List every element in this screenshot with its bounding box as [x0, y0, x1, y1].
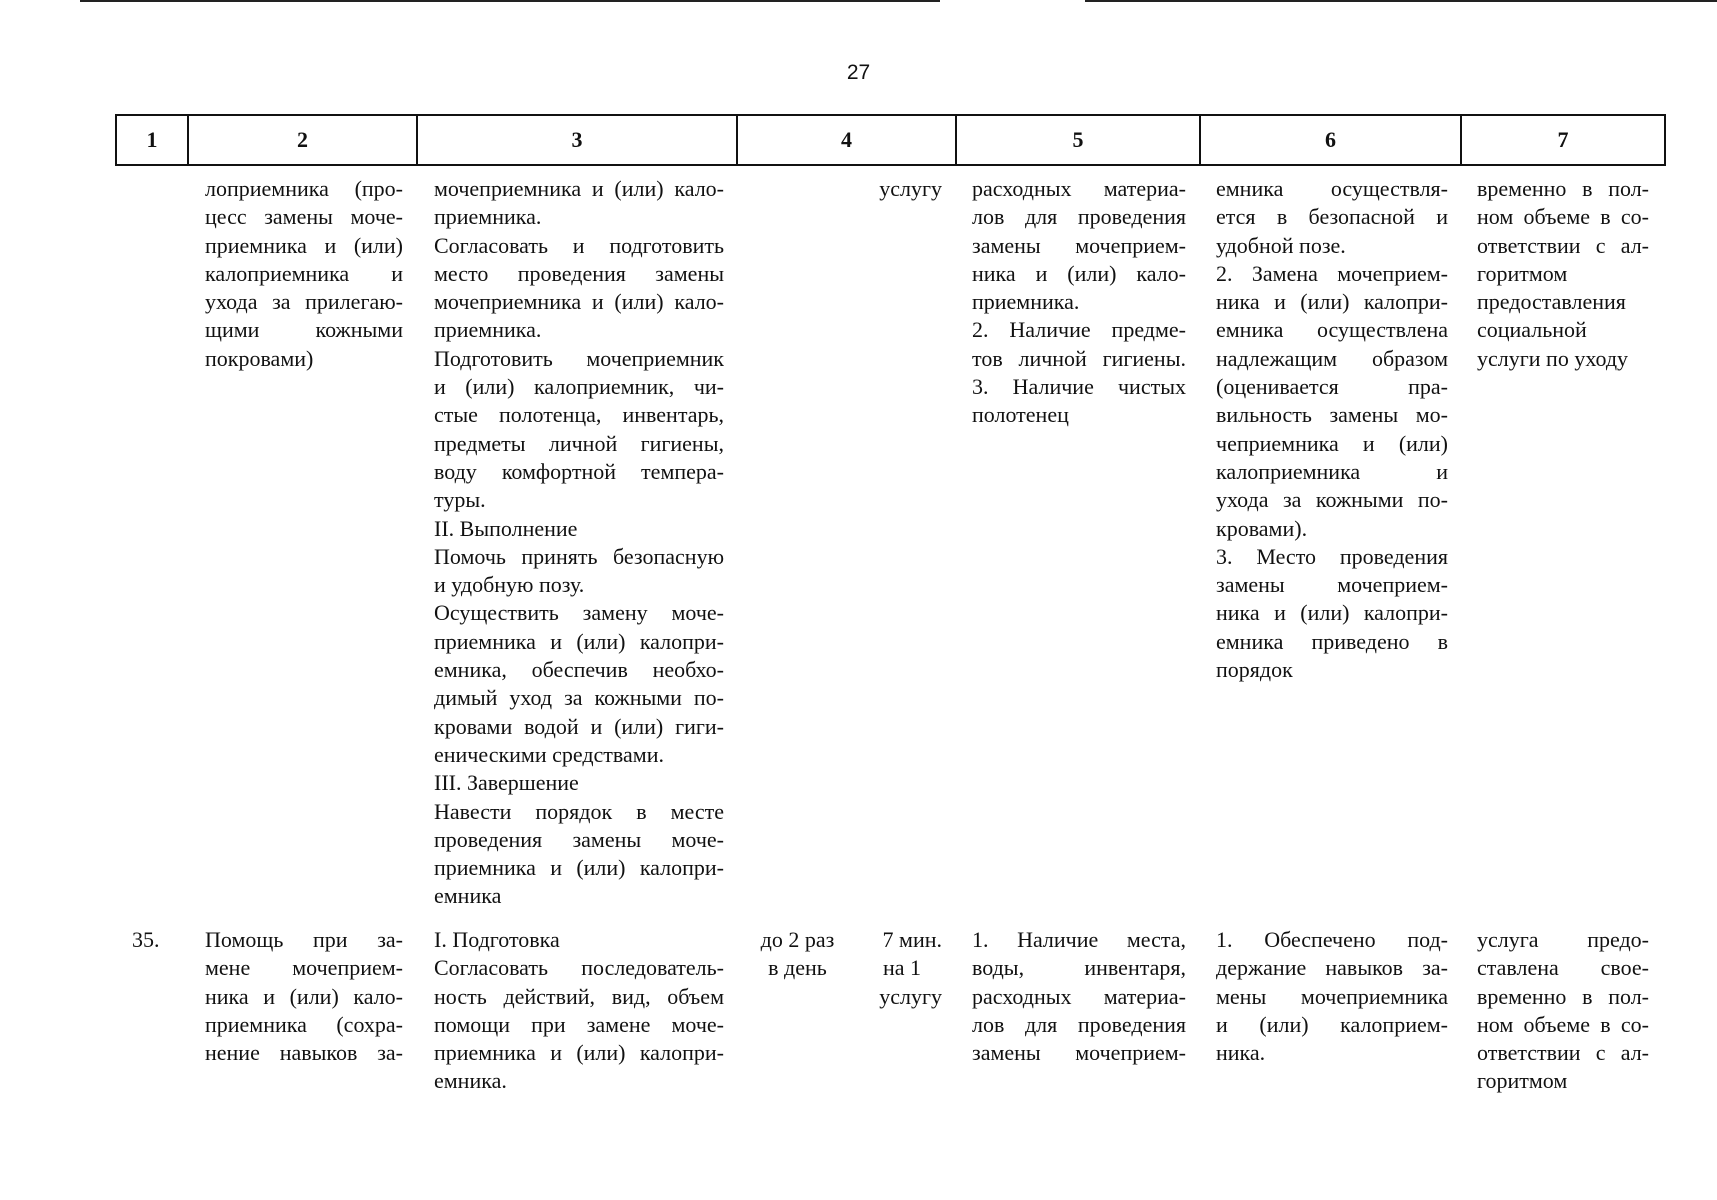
text-line: щими кожными — [205, 317, 403, 343]
text-line: Осуществить замену моче- — [434, 600, 724, 626]
text-line: емника приведено в — [1216, 628, 1448, 654]
cont-col5 — [972, 175, 1186, 430]
text-line: порядок — [1216, 657, 1293, 683]
text-line: 3. Наличие чистых — [972, 374, 1186, 400]
text-line: и (или) калоприем- — [1216, 1011, 1448, 1037]
text-line: нение навыков за- — [205, 1040, 403, 1066]
text-line: приемника и (или) — [205, 232, 403, 258]
text-line: приемника и (или) калопри- — [434, 628, 724, 654]
text-line: III. Завершение — [434, 770, 579, 796]
text-line: еническими средствами. — [434, 741, 664, 767]
text-line: мене мочеприем- — [205, 955, 403, 981]
top-border-left — [80, 0, 940, 2]
text-line: ухода за кожными по- — [1216, 487, 1448, 513]
text-line: ответствии с ал- — [1477, 1040, 1649, 1066]
text-line: лов для проведения — [972, 204, 1186, 230]
text-line: услугу — [879, 983, 942, 1009]
text-line: 35. — [132, 927, 160, 952]
text-line: горитмом — [1477, 260, 1568, 286]
page-number: 27 — [846, 61, 871, 84]
text-line: расходных материа- — [972, 983, 1186, 1009]
text-line: услуга предо- — [1477, 927, 1649, 952]
text-line: лов для проведения — [972, 1011, 1186, 1037]
text-line: временно в пол- — [1477, 983, 1649, 1009]
text-line: емника — [434, 883, 502, 909]
text-line: мочеприемника и (или) кало- — [434, 289, 724, 315]
text-line: надлежащим образом — [1216, 345, 1448, 371]
text-line: II. Выполнение — [434, 515, 578, 541]
text-line: ность действий, вид, объем — [434, 983, 724, 1009]
text-line: стые полотенца, инвентарь, — [434, 402, 724, 428]
text-line: расходных материа- — [972, 176, 1186, 201]
text-line: держание навыков за- — [1216, 955, 1448, 981]
text-line: емника. — [434, 1068, 507, 1094]
text-line: Согласовать последователь- — [434, 955, 724, 981]
row35-col5 — [972, 926, 1186, 1067]
row35-col2 — [205, 926, 403, 1067]
cont-col7 — [1477, 175, 1649, 373]
text-line: и (или) калоприемник, чи- — [434, 374, 724, 400]
column-header-2: 2 — [188, 115, 417, 165]
text-line: замены мочеприем- — [1216, 572, 1448, 598]
text-line: ника и (или) кало- — [972, 260, 1186, 286]
column-header-5: 5 — [956, 115, 1200, 165]
text-line: тов личной гигиены. — [972, 345, 1186, 371]
text-line: до 2 раз — [760, 927, 835, 952]
text-line: помощи при замене моче- — [434, 1011, 724, 1037]
text-line: приемника. — [972, 289, 1080, 315]
text-line: емника осуществля- — [1216, 176, 1448, 201]
text-line: приемника (сохра- — [205, 1011, 403, 1037]
text-line: ника и (или) калопри- — [1216, 600, 1448, 626]
column-header-4: 4 — [737, 115, 956, 165]
text-line: ном объеме в со- — [1477, 1011, 1649, 1037]
cont-col3 — [434, 175, 724, 911]
text-line: ставлена свое- — [1477, 955, 1649, 981]
text-line: в день — [768, 955, 827, 981]
text-line: услуги по уходу — [1477, 345, 1629, 371]
text-line: калоприемника и — [1216, 458, 1448, 484]
text-line: Помощь при за- — [205, 927, 403, 952]
column-header-row — [115, 114, 1666, 166]
text-line: полотенец — [972, 402, 1069, 428]
text-line: мены мочеприемника — [1216, 983, 1448, 1009]
text-line: емника осуществлена — [1216, 317, 1448, 343]
text-line: ется в безопасной и — [1216, 204, 1448, 230]
text-line: приемника и (или) калопри- — [434, 1040, 724, 1066]
text-line: ника и (или) кало- — [205, 983, 403, 1009]
text-line: цесс замены моче- — [205, 204, 403, 230]
text-line: 3. Место проведения — [1216, 543, 1448, 569]
text-line: 1. Наличие места, — [972, 927, 1186, 952]
text-line: вильность замены мо- — [1216, 402, 1448, 428]
text-line: предоставления — [1477, 289, 1626, 315]
column-header-7: 7 — [1461, 115, 1665, 165]
text-line: калоприемника и — [205, 260, 403, 286]
text-line: место проведения замены — [434, 260, 724, 286]
text-line: удобной позе. — [1216, 232, 1346, 258]
text-line: ухода за прилегаю- — [205, 289, 403, 315]
text-line: замены мочеприем- — [972, 232, 1186, 258]
text-line: воду комфортной темпера- — [434, 458, 724, 484]
text-line: и удобную позу. — [434, 572, 585, 598]
text-line: 1. Обеспечено под- — [1216, 927, 1448, 952]
text-line: кровами). — [1216, 515, 1308, 541]
text-line: временно в пол- — [1477, 176, 1649, 201]
text-line: ответствии с ал- — [1477, 232, 1649, 258]
top-border-right — [1085, 0, 1717, 2]
text-line: проведения замены моче- — [434, 826, 724, 852]
row35-col4-frequency — [750, 926, 845, 983]
text-line: (оценивается пра- — [1216, 374, 1448, 400]
cont-col4-duration — [862, 175, 942, 203]
row35-col3 — [434, 926, 724, 1096]
row35-col4-duration — [862, 926, 942, 1011]
text-line: приемника и (или) калопри- — [434, 855, 724, 881]
text-line: 7 мин. — [882, 927, 942, 952]
text-line: мочеприемника и (или) кало- — [434, 176, 724, 201]
text-line: приемника. — [434, 317, 542, 343]
text-line: лоприемника (про- — [205, 176, 403, 201]
text-line: замены мочеприем- — [972, 1040, 1186, 1066]
text-line: димый уход за кожными по- — [434, 685, 724, 711]
text-line: Согласовать и подготовить — [434, 232, 724, 258]
text-line: ном объеме в со- — [1477, 204, 1649, 230]
text-line: предметы личной гигиены, — [434, 430, 724, 456]
text-line: Помочь принять безопасную — [434, 543, 724, 569]
column-header-3: 3 — [417, 115, 737, 165]
column-header-1: 1 — [116, 115, 188, 165]
text-line: 2. Наличие предме- — [972, 317, 1186, 343]
text-line: на 1 — [882, 955, 922, 981]
row35-col7 — [1477, 926, 1649, 1096]
text-line: покровами) — [205, 345, 314, 371]
text-line: кровами водой и (или) гиги- — [434, 713, 724, 739]
text-line: I. Подготовка — [434, 927, 560, 952]
text-line: чеприемника и (или) — [1216, 430, 1448, 456]
cont-col2 — [205, 175, 403, 373]
text-line: приемника. — [434, 204, 542, 230]
text-line: ника и (или) калопри- — [1216, 289, 1448, 315]
row35-number — [132, 926, 192, 954]
text-line: горитмом — [1477, 1068, 1568, 1094]
text-line: туры. — [434, 487, 486, 513]
column-header-6: 6 — [1200, 115, 1461, 165]
text-line: Навести порядок в месте — [434, 798, 724, 824]
text-line: ника. — [1216, 1040, 1266, 1066]
text-line: 2. Замена мочеприем- — [1216, 260, 1448, 286]
text-line: емника, обеспечив необхо- — [434, 657, 724, 683]
text-line: социальной — [1477, 317, 1587, 343]
row35-col6 — [1216, 926, 1448, 1067]
cont-col6 — [1216, 175, 1448, 684]
text-line: Подготовить мочеприемник — [434, 345, 724, 371]
text-line: воды, инвентаря, — [972, 955, 1186, 981]
text-line: услугу — [879, 176, 942, 201]
